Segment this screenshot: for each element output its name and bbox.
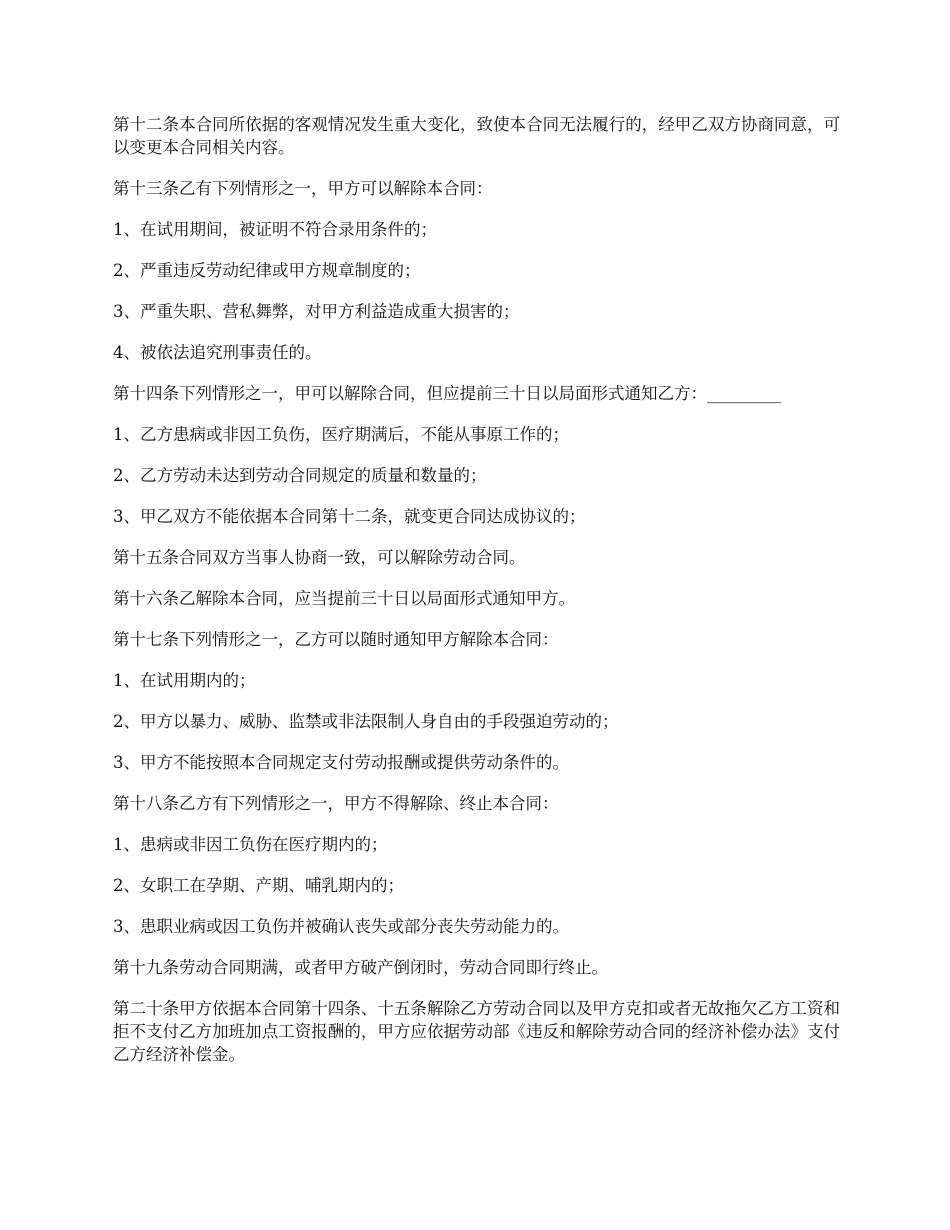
article-18-item-2: 2、女职工在孕期、产期、哺乳期内的； (113, 876, 404, 895)
article-17-item-1: 1、在试用期内的； (113, 671, 256, 690)
article-13-item-3: 3、严重失职、营私舞弊，对甲方利益造成重大损害的； (113, 302, 520, 321)
article-17-item-3: 3、甲方不能按照本合同规定支付劳动报酬或提供劳动条件的。 (113, 753, 569, 772)
article-14: 第十四条下列情形之一，甲可以解除合同，但应提前三十日以局面形式通知乙方：_________ (113, 384, 782, 403)
document-body (113, 113, 840, 1084)
article-14-item-3: 3、甲乙双方不能依据本合同第十二条，就变更合同达成协议的； (113, 507, 586, 526)
article-13: 第十三条乙有下列情形之一，甲方可以解除本合同： (113, 179, 493, 198)
article-20: 第二十条甲方依据本合同第十四条、十五条解除乙方劳动合同以及甲方克扣或者无故拖欠乙方工资和拒不支付乙方加班加点工资报酬的，甲方应依据劳动部《违反和解除劳动合同的经济补偿办法》支付乙方经济补偿金。 (113, 999, 840, 1064)
article-19: 第十九条劳动合同期满，或者甲方破产倒闭时，劳动合同即行终止。 (113, 958, 608, 977)
article-17: 第十七条下列情形之一，乙方可以随时通知甲方解除本合同： (113, 630, 559, 649)
article-18-item-1: 1、患病或非因工负伤在医疗期内的； (113, 835, 388, 854)
article-14-item-1: 1、乙方患病或非因工负伤，医疗期满后，不能从事原工作的； (113, 425, 569, 444)
article-13-item-2: 2、严重违反劳动纪律或甲方规章制度的； (113, 261, 421, 280)
article-14-item-2: 2、乙方劳动未达到劳动合同规定的质量和数量的； (113, 466, 487, 485)
article-13-item-1: 1、在试用期间，被证明不符合录用条件的； (113, 220, 437, 239)
article-16: 第十六条乙解除本合同，应当提前三十日以局面形式通知甲方。 (113, 589, 575, 608)
article-15: 第十五条合同双方当事人协商一致，可以解除劳动合同。 (113, 548, 526, 567)
article-18-item-3: 3、患职业病或因工负伤并被确认丧失或部分丧失劳动能力的。 (113, 917, 569, 936)
article-17-item-2: 2、甲方以暴力、威胁、监禁或非法限制人身自由的手段强迫劳动的； (113, 712, 619, 731)
article-18: 第十八条乙方有下列情形之一，甲方不得解除、终止本合同： (113, 794, 559, 813)
article-13-item-4: 4、被依法追究刑事责任的。 (113, 343, 322, 362)
article-12: 第十二条本合同所依据的客观情况发生重大变化，致使本合同无法履行的，经甲乙双方协商同意，可以变更本合同相关内容。 (113, 115, 840, 157)
